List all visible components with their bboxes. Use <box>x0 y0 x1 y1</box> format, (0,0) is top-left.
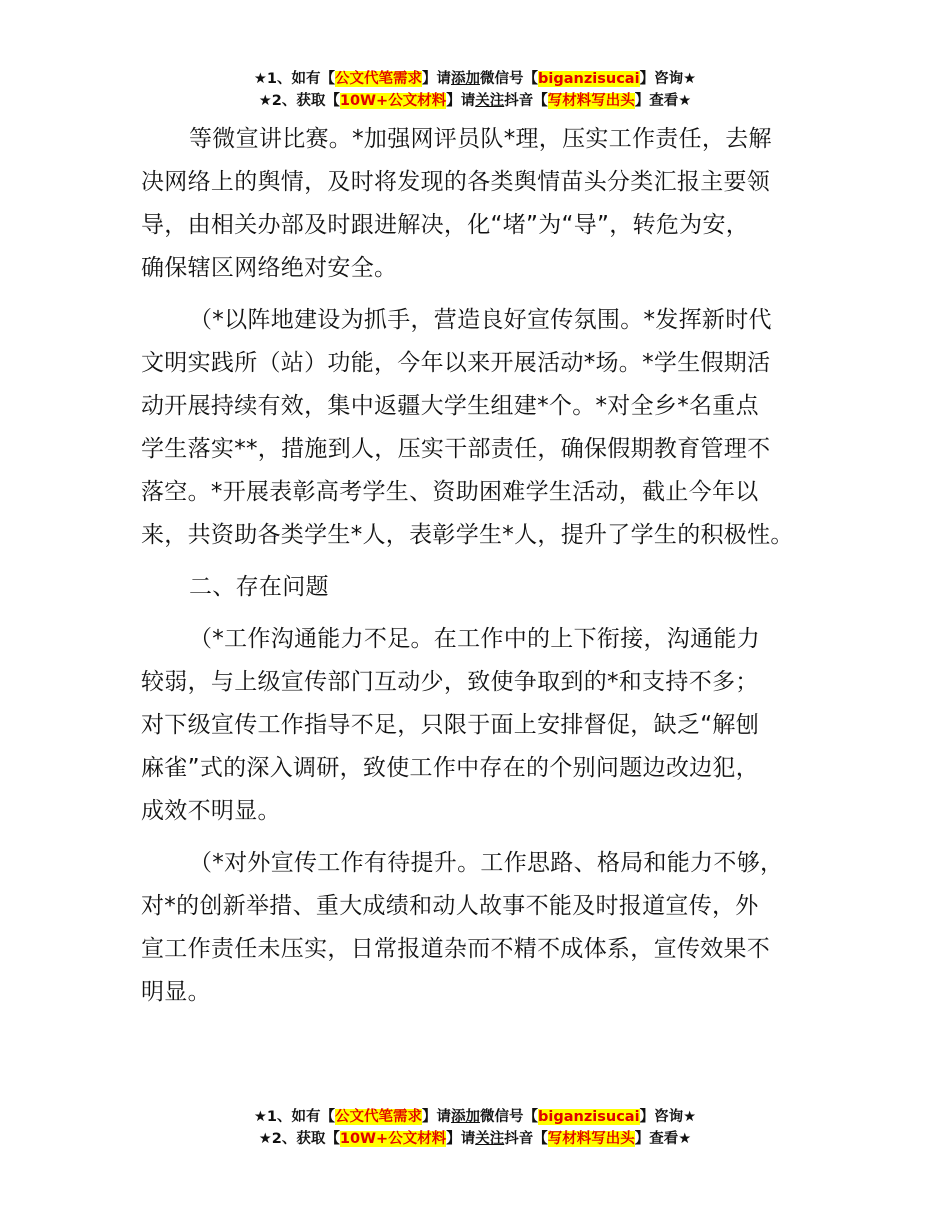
text-line: 麻雀”式的深入调研，致使工作中存在的个别问题边改边犯， <box>141 755 760 781</box>
banner-line-2-mid1: 】请 <box>446 93 476 109</box>
banner-line-1-prefix: ★1、如有【 <box>253 1109 336 1125</box>
paragraph-communication <box>141 618 841 833</box>
banner-materials-highlight: 10W+公文材料 <box>339 1131 447 1147</box>
text-line: （*对外宣传工作有待提升。工作思路、格局和能力不够， <box>189 850 784 876</box>
banner-wechat-id: biganzisucai <box>538 71 640 87</box>
text-line: （*以阵地建设为抓手，营造良好宣传氛围。*发挥新时代 <box>189 307 772 333</box>
paragraph-position-building <box>141 299 841 557</box>
banner-line-1-suffix: 】咨询★ <box>639 1109 697 1125</box>
banner-service-highlight: 公文代笔需求 <box>335 1109 423 1125</box>
text-line: 等微宣讲比赛。*加强网评员队*理，压实工作责任，去解 <box>189 126 772 152</box>
banner-line-2-suffix: 】查看★ <box>634 93 692 109</box>
banner-douyin-id: 写材料写出头 <box>547 1131 635 1147</box>
paragraph-continuation <box>141 118 841 290</box>
text-line: 决网络上的舆情，及时将发现的各类舆情苗头分类汇报主要领 <box>141 169 771 195</box>
text-line: 宣工作责任未压实，日常报道杂而不精不成体系，宣传效果不 <box>141 936 771 962</box>
text-line: 学生落实**，措施到人，压实干部责任，确保假期教育管理不 <box>141 436 771 462</box>
text-line: 对*的创新举措、重大成绩和动人故事不能及时报道宣传，外 <box>141 893 759 919</box>
text-line: 对下级宣传工作指导不足，只限于面上安排督促，缺乏“解刨 <box>141 712 760 738</box>
banner-add-underline: 添加 <box>451 1109 481 1125</box>
text-line: 确保辖区网络绝对安全。 <box>141 255 398 281</box>
banner-line-2-prefix: ★2、获取【 <box>258 93 340 109</box>
text-line: 导，由相关办部及时跟进解决，化“堵”为“导”，转危为安， <box>141 212 750 238</box>
text-line: 较弱，与上级宣传部门互动少，致使争取到的*和支持不多； <box>141 669 759 695</box>
banner-line-2 <box>0 90 950 112</box>
banner-line-1-suffix: 】咨询★ <box>639 71 697 87</box>
banner-line-2-mid1: 】请 <box>446 1131 476 1147</box>
banner-follow-underline: 关注 <box>475 93 505 109</box>
text-line: 明显。 <box>141 979 211 1005</box>
banner-line-2-prefix: ★2、获取【 <box>258 1131 340 1147</box>
footer-banner <box>0 1106 950 1150</box>
text-line: （*工作沟通能力不足。在工作中的上下衔接，沟通能力 <box>189 626 760 652</box>
text-line: 文明实践所（站）功能，今年以来开展活动*场。*学生假期活 <box>141 350 771 376</box>
banner-add-underline: 添加 <box>451 71 481 87</box>
text-line: 成效不明显。 <box>141 798 281 824</box>
section-heading-problems <box>141 566 841 609</box>
banner-line-1-prefix: ★1、如有【 <box>253 71 336 87</box>
banner-line-2-suffix: 】查看★ <box>634 1131 692 1147</box>
banner-wechat-id: biganzisucai <box>538 1109 640 1125</box>
document-body <box>141 118 841 1014</box>
banner-follow-underline: 关注 <box>475 1131 505 1147</box>
section-heading: 二、存在问题 <box>189 574 329 600</box>
banner-line-1 <box>0 68 950 90</box>
banner-line-1-mid1: 】请 <box>422 71 452 87</box>
text-line: 来，共资助各类学生*人，表彰学生*人，提升了学生的积极性。 <box>141 522 794 548</box>
banner-line-2-mid2: 抖音【 <box>504 93 548 109</box>
banner-line-1-mid2: 微信号【 <box>480 1109 539 1125</box>
banner-line-1-mid1: 】请 <box>422 1109 452 1125</box>
text-line: 动开展持续有效，集中返疆大学生组建*个。*对全乡*名重点 <box>141 393 759 419</box>
paragraph-external-publicity <box>141 842 841 1014</box>
banner-line-1-mid2: 微信号【 <box>480 71 539 87</box>
banner-service-highlight: 公文代笔需求 <box>335 71 423 87</box>
banner-line-1 <box>0 1106 950 1128</box>
banner-materials-highlight: 10W+公文材料 <box>339 93 447 109</box>
text-line: 落空。*开展表彰高考学生、资助困难学生活动，截止今年以 <box>141 479 759 505</box>
banner-douyin-id: 写材料写出头 <box>547 93 635 109</box>
banner-line-2-mid2: 抖音【 <box>504 1131 548 1147</box>
banner-line-2 <box>0 1128 950 1150</box>
header-banner <box>0 68 950 112</box>
